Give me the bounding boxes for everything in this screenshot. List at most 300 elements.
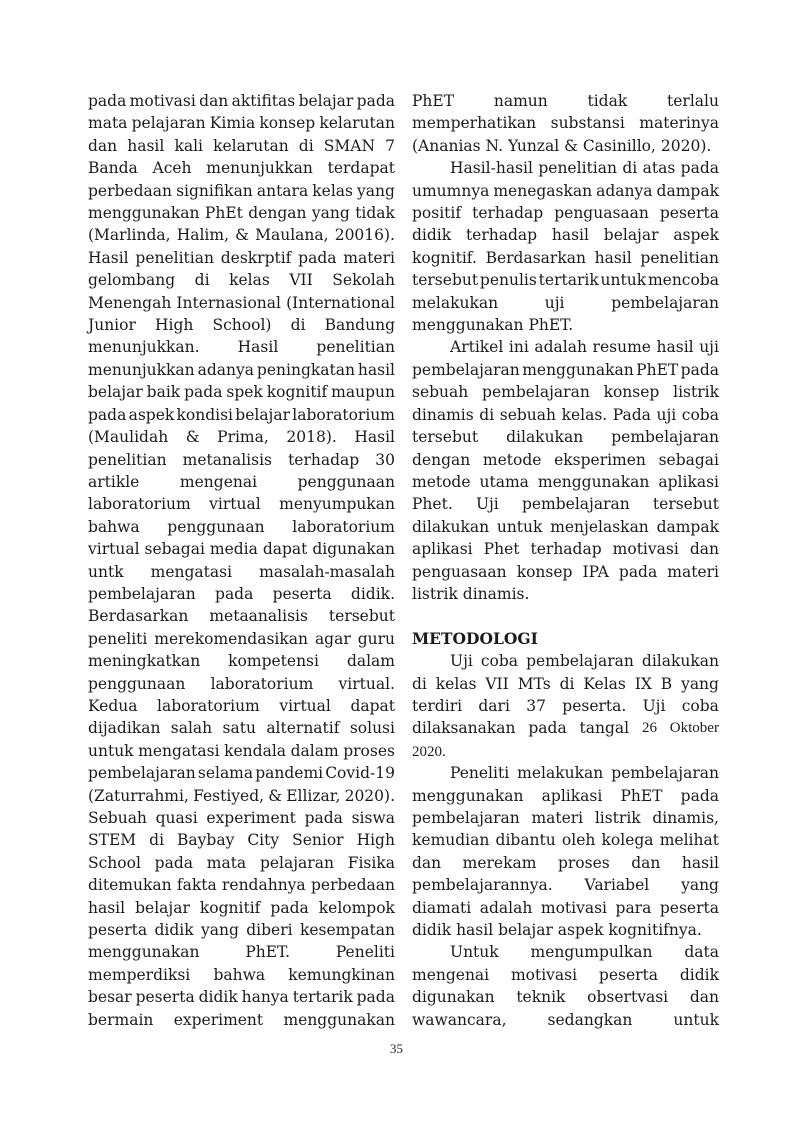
page-number: 35 [390,1041,403,1056]
text-run: pada [88,405,127,424]
text-run: yang [200,921,239,940]
text-line [88,135,395,157]
text-run: 2018). [286,428,337,447]
text-run: didik [198,988,238,1007]
text-run: media [209,540,258,559]
text-line [412,449,719,471]
text-run: pada [154,853,193,872]
text-line [88,717,395,739]
text-run: masalah-masalah [259,562,395,581]
text-run: adalah [534,338,587,357]
text-run: dinamis [412,405,474,424]
text-run: tertarik [538,271,599,290]
text-run: pembelajaran [611,293,719,312]
text-run: Uji [450,652,473,671]
text-run: Aceh [152,159,192,178]
text-run: Internasional [176,293,281,312]
text-run: Halim, [176,226,230,245]
text-line [412,561,719,583]
text-run: menggunakan [88,204,200,223]
text-line [88,829,395,851]
text-run: sebuah [499,405,556,424]
text-run: uji [544,293,565,312]
text-run: diamati [412,898,472,917]
text-run: 7 [385,136,395,155]
text-run: pelajaran [259,853,334,872]
text-run: sedangkan [547,1010,633,1029]
text-run: Sebuah [88,809,147,827]
text-run: PhET [636,360,679,379]
text-run: tersebut [412,271,479,290]
text-line [412,359,719,381]
text-run: Uji [642,696,666,715]
text-run: Kelas [583,674,626,693]
text-run: digunakan [312,540,395,559]
text-line [412,292,719,314]
text-run: mencoba [647,271,719,290]
text-run: alternatif [266,719,340,738]
text-run: dinamis, [652,809,719,827]
text-line [412,269,719,291]
text-run: penelitian [640,248,719,267]
text-run: penulis [479,271,537,290]
text-run: pada [184,383,223,402]
text-run: High [155,316,194,335]
text-run: Bandung [324,316,395,335]
text-run: Kimia [209,114,256,133]
text-run: menegaskan [493,181,593,200]
text-run: laboratorium [292,517,395,536]
text-run: dalam [290,741,339,760]
text-run: dengan [248,204,307,223]
text-line [412,516,719,538]
text-line [412,157,719,179]
text-run: Untuk [450,943,499,962]
text-run-alt-font: Oktober [669,720,719,737]
text-run: (Zaturrahmi, [88,786,189,805]
text-run: laboratorium [88,495,191,514]
text-run: Pada [612,405,651,424]
text-run: aspek [673,226,719,245]
text-run: metanalisis [182,450,272,469]
text-line [412,336,719,358]
text-line [88,359,395,381]
text-run: pada [270,898,309,917]
text-run: tersebut [652,495,719,514]
text-run: pada [618,562,658,581]
text-run: penelitian [316,338,395,357]
text-run: tersebut [412,428,479,447]
text-run: ini [508,338,529,357]
text-run: kolega [601,831,654,850]
text-line [88,292,395,314]
text-run-alt-font: 26 [641,720,657,737]
text-run: untuk [600,271,647,290]
text-line [412,762,719,784]
text-run: Peneliti [450,764,510,783]
text-line [88,90,395,112]
text-run: Hasil-hasil [450,159,533,178]
text-line [88,449,395,471]
text-run: terhadap [530,540,602,559]
text-run: umumnya [412,181,490,200]
text-run: meningkatkan [88,652,201,671]
text-run: experiment [173,1010,264,1029]
text-run: mata [206,853,247,872]
text-run: motivasi [129,92,196,110]
text-run: Hasil [237,338,279,357]
text-line [88,964,395,986]
text-run: School [88,853,141,872]
text-run: pembelajaran [611,428,719,447]
text-line [88,986,395,1008]
text-run: Junior [88,316,136,335]
text-run: namun [493,92,548,110]
text-run: baik [146,383,181,402]
text-run: pada [356,92,395,110]
text-run: 37 [526,696,546,715]
text-run: substansi [550,114,625,133]
text-run: memperhatikan [412,114,537,133]
text-run: Variabel [584,876,650,895]
text-run: aktifitas [231,92,296,110]
text-run: mengenai [412,965,490,984]
text-line [412,426,719,448]
text-line [412,964,719,986]
text-run: Banda [88,159,138,178]
text-run: peserta. [562,696,627,715]
text-run: terdiri [412,696,463,715]
text-run: peserta [598,965,658,984]
text-run: listrik dinamis. [412,584,530,603]
text-line [412,717,719,739]
text-run: kognitif. [412,248,477,267]
text-run: tidak [587,92,628,110]
text-run: High [356,831,395,850]
text-run: dilakukan [641,652,719,671]
text-run: di [290,316,306,335]
text-line [88,561,395,583]
text-line [412,493,719,515]
text-line [412,381,719,403]
text-run: peningkatan [256,360,355,379]
text-run: kemungkinan [288,965,395,984]
text-line [88,157,395,179]
text-run: PhEt [204,204,243,223]
text-run: virtual. [338,674,395,693]
text-line [412,919,719,941]
text-line [88,785,395,807]
text-run: materi [343,248,395,267]
text-line [88,650,395,672]
text-run: Kedua [88,696,138,715]
text-run: virtual [279,696,331,715]
text-run: kelompok [318,898,395,917]
text-run: hasil [127,136,165,155]
text-run: City [247,831,280,850]
text-run-alt-font: 2020. [412,743,446,760]
text-line [412,785,719,807]
text-run: belajar [298,92,354,110]
text-run: kali [174,136,203,155]
text-run: oleh [561,831,596,850]
text-run: satu [222,719,256,738]
text-run: bermain [88,1010,154,1029]
text-run: adalah [479,898,533,917]
text-run: kondisi [176,405,234,424]
text-run: pada [215,584,254,603]
text-run: dijadikan [88,719,161,738]
text-run: pada [304,809,343,827]
text-run: listrik [594,809,641,827]
text-run: dengan [412,450,471,469]
text-line [88,1009,395,1031]
text-line [88,583,395,605]
text-run: VII [289,271,313,290]
text-line [88,516,395,538]
text-line [412,202,719,224]
text-run: dibantu [495,831,556,850]
text-run: di [298,136,314,155]
text-run: kelarutan [213,136,289,155]
text-run: aspek [128,405,175,424]
text-run: yang [681,876,719,895]
text-run: menggunakan [88,943,200,962]
text-run: (International [286,293,395,312]
text-run: solusi [349,719,395,738]
text-run: didik [679,965,719,984]
text-run: sebagai [144,540,205,559]
text-run: PhET [412,92,455,110]
text-run: menggunakan PhET. [412,316,574,335]
text-line [88,919,395,941]
text-run: menunjukkan [206,159,313,178]
text-run: hasil [88,898,126,917]
text-run: materi [531,809,584,827]
text-line [412,807,719,829]
text-run: Peneliti [335,943,395,962]
text-line [88,426,395,448]
text-line [412,135,719,157]
text-line [88,852,395,874]
text-run: dapat [262,540,308,559]
text-run: atas [642,159,676,178]
text-run: IX [634,674,652,693]
text-run: pada [680,159,719,178]
text-run: VII [485,674,509,693]
text-run: Uji [475,495,499,514]
text-run: memperdiksi [88,965,191,984]
text-run: proses [343,741,395,760]
text-run: pada [680,786,719,805]
text-run: materi [667,562,719,581]
text-run: Phet [483,540,520,559]
text-line [412,538,719,560]
text-line [88,471,395,493]
text-run: penguasaan [554,204,649,223]
text-run: menggunakan [537,472,650,491]
text-run: dan [631,853,661,872]
text-run: pada [356,988,395,1007]
text-run: laboratorium [292,405,395,424]
text-run: pembelajaran [88,584,196,603]
text-run: peneliti [88,629,148,648]
text-run: peserta [88,921,148,940]
text-line [412,1009,719,1031]
text-run: kompetensi [228,652,319,671]
text-run: melakukan [517,764,604,783]
text-run: yang [357,181,395,200]
text-run: penggunaan [88,674,186,693]
text-line [412,874,719,896]
text-run: penguasaan [412,562,507,581]
text-run: pembelajaran [526,652,634,671]
text-run: SMAN [323,136,376,155]
text-run: didik [412,226,452,245]
text-line [412,650,719,672]
page-text-block [88,90,719,1031]
text-run: konsep [516,562,573,581]
text-run: kognitif [199,898,261,917]
text-line [88,493,395,515]
text-run: Berdasarkan [88,607,189,626]
text-run: merekam [462,853,537,872]
section-heading: METODOLOGI [412,628,538,648]
text-line [412,829,719,851]
text-run: menggunakan [412,786,524,805]
text-run: terdapat [327,159,395,178]
text-run: aplikasi [658,472,719,491]
text-run: uji [656,405,677,424]
text-run: belajar [88,383,143,402]
text-run: metode [412,472,471,491]
text-run: menyumpukan [279,495,395,514]
text-run: Fisika [347,853,395,872]
text-run: salah [170,719,213,738]
text-run: dan [689,988,719,1007]
text-run: kelas [312,181,353,200]
text-run: selama [197,764,254,783]
text-run: belajar [603,226,659,245]
text-run: laboratorium [157,696,260,715]
text-run: kelas [229,271,270,290]
text-run: kelas. [561,405,608,424]
text-run: (Marlinda, [88,226,171,245]
text-run: untuk [496,517,543,536]
text-run: pembelajaran [88,764,196,783]
text-run: di [559,674,575,693]
text-run: penggunaan [297,472,395,491]
text-line [88,807,395,829]
text-run: merekomendasikan [154,629,309,648]
text-run: hasil [357,360,395,379]
text-run: di [149,831,165,850]
text-run: maupun [331,383,395,402]
text-line [412,224,719,246]
text-line [412,247,719,269]
text-line [88,336,395,358]
text-run: belajar [235,405,291,424]
text-run: hasil [551,226,589,245]
text-run: Ellizar, [286,786,341,805]
text-run: perbedaan [88,181,172,200]
text-run: dan [88,136,118,155]
text-run: antara [256,181,309,200]
text-run: PhET. [245,943,291,962]
text-run: tangal [579,719,630,738]
text-column-right [412,90,719,1031]
text-line [88,695,395,717]
text-run: wawancara, [412,1010,507,1029]
text-run: deskrptif [220,248,292,267]
text-run: kemudian [412,831,490,850]
text-run: untuk [673,1010,719,1029]
text-line [412,314,719,336]
text-run: menunjukkan. [88,338,200,357]
text-run: aplikasi [541,786,603,805]
text-run: yang [681,674,719,693]
text-run: dilakukan [412,517,490,536]
text-run: dampak [656,517,719,536]
text-run: pembelajaran [412,360,520,379]
text-line [88,762,395,784]
text-run: positif [412,204,462,223]
text-run: Berdasarkan [485,248,586,267]
text-run: & [185,428,200,447]
text-run: mengatasi [150,562,233,581]
text-run: menggunakan [283,1010,395,1029]
text-run: dilakukan [506,428,584,447]
text-line [88,247,395,269]
text-run: artikle [88,472,140,491]
text-run: adanya [197,360,254,379]
text-run: motivasi [612,540,679,559]
text-run: siswa [351,809,395,827]
text-run: menunjukkan [88,360,195,379]
text-run: coba [480,652,519,671]
text-run: didik hasil belajar aspek kognitifnya. [412,921,702,940]
text-run: coba [681,696,719,715]
text-run: besar [88,988,132,1007]
text-line [88,605,395,627]
text-run: laboratorium [210,674,314,693]
text-run: Baybay [177,831,235,850]
text-run: aplikasi [412,540,473,559]
text-run: dilaksanakan [412,719,516,738]
text-line [412,897,719,919]
text-run: metaanalisis [209,607,308,626]
text-run: & [235,226,249,245]
text-line [88,628,395,650]
text-run: (Ananias N. Yunzal & Casinillo, 2020). [412,136,712,155]
text-run: penelitian [88,450,167,469]
text-line [88,740,395,762]
text-run: adanya [596,181,653,200]
text-run: Sekolah [332,271,395,290]
text-run: peserta [272,584,332,603]
text-run: motivasi [510,965,578,984]
text-run: kelarutan [319,114,395,133]
text-run: Artikel [450,338,504,357]
text-run: pada [298,248,337,267]
text-run: dan [412,853,442,872]
text-run: tertarik [292,988,353,1007]
text-run: mengatasi [138,741,220,760]
text-line [412,740,719,762]
text-run: Prima, [217,428,269,447]
text-run: dampak [656,181,719,200]
text-run: penelitian [538,159,617,178]
